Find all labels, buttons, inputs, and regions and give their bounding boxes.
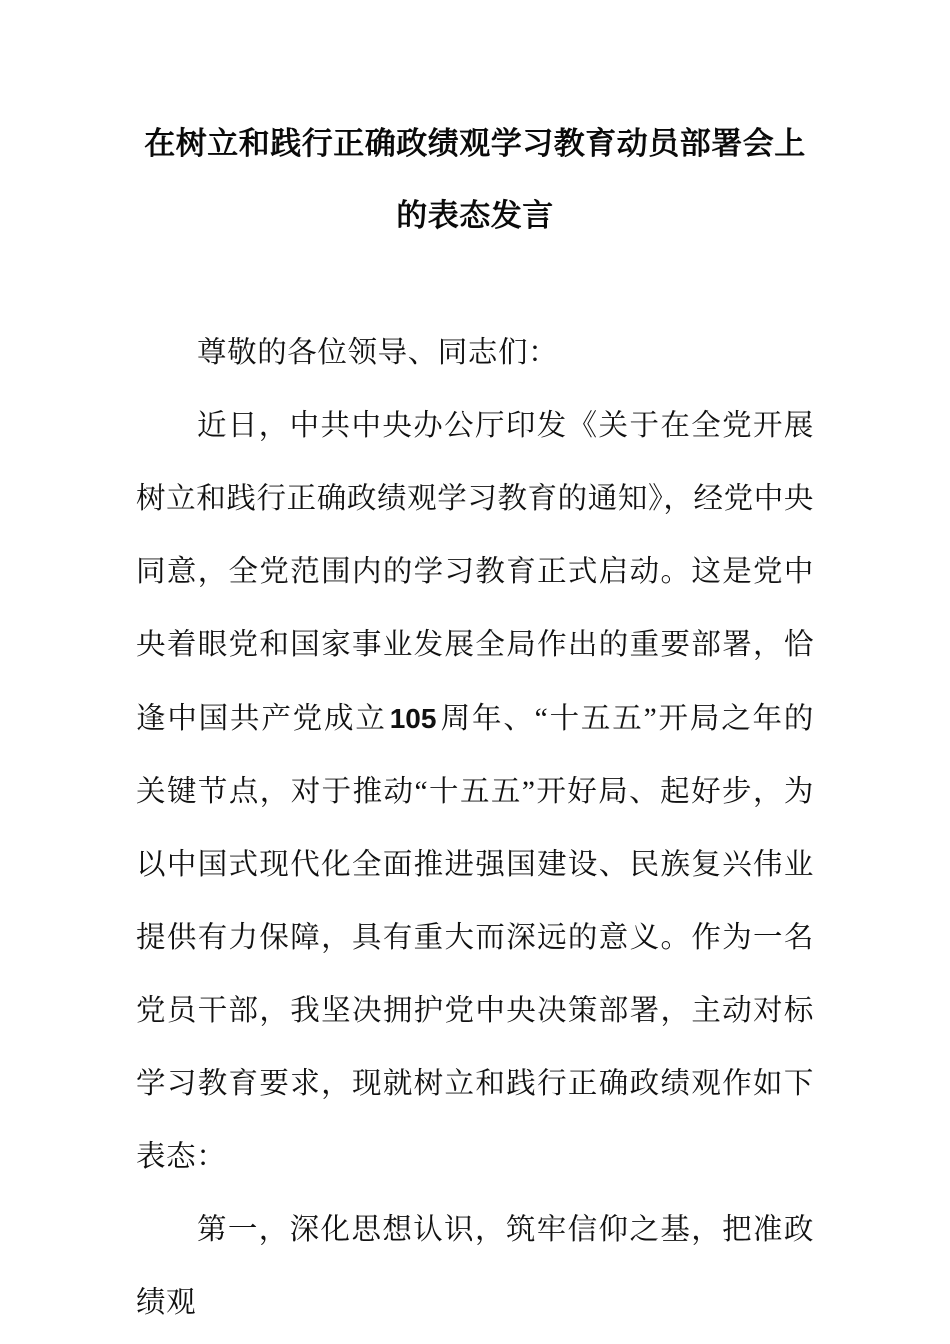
paragraph-opening-background bbox=[136, 390, 814, 1194]
anniversary-number: 105 bbox=[389, 703, 437, 734]
paragraph-text-segment: 近日，中共中央办公厅印发《关于在全党开展树立和践行正确政绩观学习教育的通知》，经党中央同意，全党范围内的学习教育正式启动。这是党中央着眼党和国家事业发展全局作出的重要部署，恰逢中国共产党成立 bbox=[136, 410, 814, 735]
document-title: 在树立和践行正确政绩观学习教育动员部署会上的表态发言 bbox=[144, 126, 806, 233]
paragraph-salutation: 尊敬的各位领导、同志们： bbox=[197, 337, 559, 369]
paragraph-text-segment: 周年、“十五五”开局之年的关键节点，对于推动“十五五”开好局、起好步，为以中国式现代化全面推进强国建设、民族复兴伟业提供有力保障，具有重大而深远的意义。作为一名党员干部，我坚决拥护党中央决策部署，主动对标学习教育要求，现就树立和践行正确政绩观作如下表态： bbox=[136, 703, 814, 1173]
document-body bbox=[136, 317, 814, 1340]
paragraph-point-one: 第一，深化思想认识，筑牢信仰之基，把准政绩观 bbox=[136, 1214, 814, 1319]
